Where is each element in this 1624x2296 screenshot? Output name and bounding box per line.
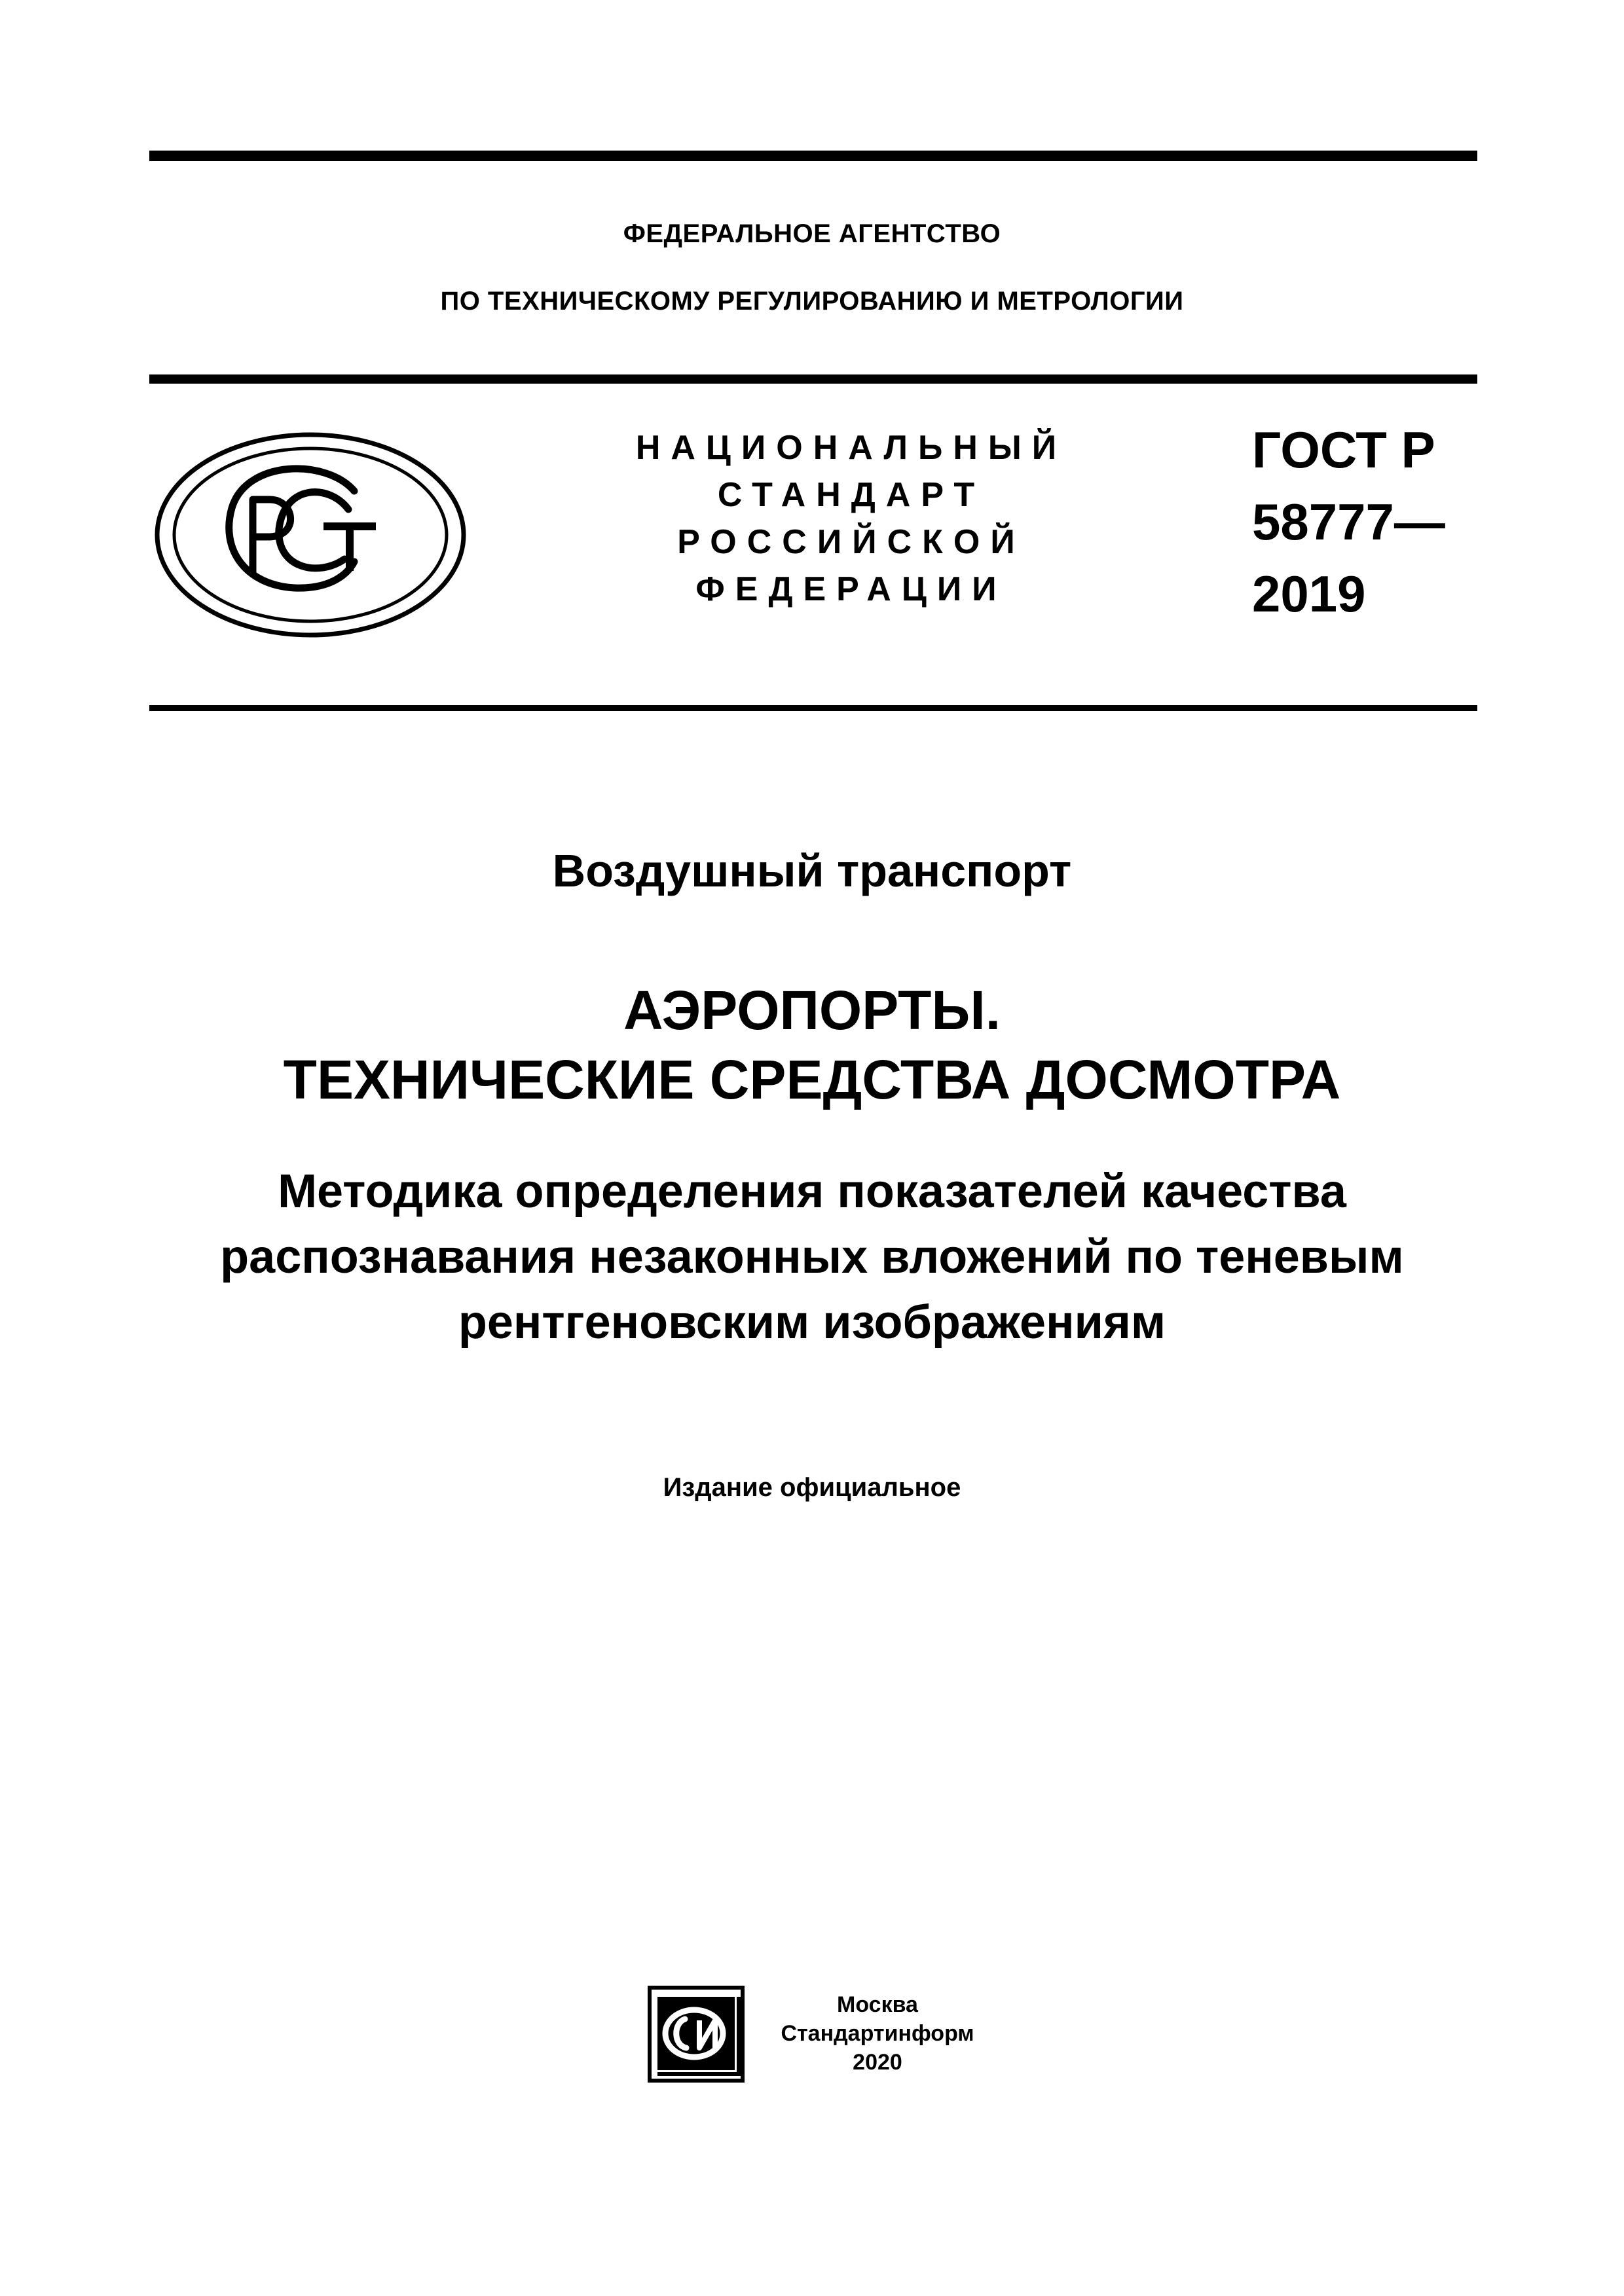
designation-line1: ГОСТ Р [1252,421,1435,479]
designation-line2: 58777— [1252,493,1445,551]
publisher-year: 2020 [853,2050,902,2075]
national-standard-line3: РОССИЙСКОЙ [677,523,1025,561]
edition-label: Издание официальное [663,1473,961,1502]
agency-name-line1: ФЕДЕРАЛЬНОЕ АГЕНТСТВО [623,219,1001,248]
subject-area: Воздушный транспорт [552,845,1072,896]
designation-line3: 2019 [1252,565,1366,623]
document-subtitle [0,1159,1624,1355]
national-standard-line4: ФЕДЕРАЦИИ [695,570,1007,608]
bottom-rule [149,705,1477,711]
document-title-line2: ТЕХНИЧЕСКИЕ СРЕДСТВА ДОСМОТРА [283,1049,1341,1110]
document-subtitle-line2: распознавания незаконных вложений по теневым [220,1231,1404,1283]
publisher-name: Стандартинформ [781,2021,974,2046]
national-standard-line2: СТАНДАРТ [717,476,986,514]
document-subtitle-line3: рентгеновским изображениям [458,1296,1166,1349]
agency-name-line2: ПО ТЕХНИЧЕСКОМУ РЕГУЛИРОВАНИЮ И МЕТРОЛОГИИ [440,287,1184,316]
national-standard-label [616,424,1087,613]
document-title [0,975,1624,1114]
standartinform-logo-icon [647,1985,745,2083]
top-rule [149,151,1477,161]
publisher-city: Москва [837,1992,918,2017]
standard-designation [1252,414,1445,630]
middle-rule [149,374,1477,384]
document-title-line1: АЭРОПОРТЫ. [623,979,1001,1041]
document-subtitle-line1: Методика определения показателей качества [278,1165,1346,1218]
publisher-info [766,1990,989,2077]
national-standard-line1: НАЦИОНАЛЬНЫЙ [635,429,1067,467]
rst-emblem-icon [155,431,466,639]
